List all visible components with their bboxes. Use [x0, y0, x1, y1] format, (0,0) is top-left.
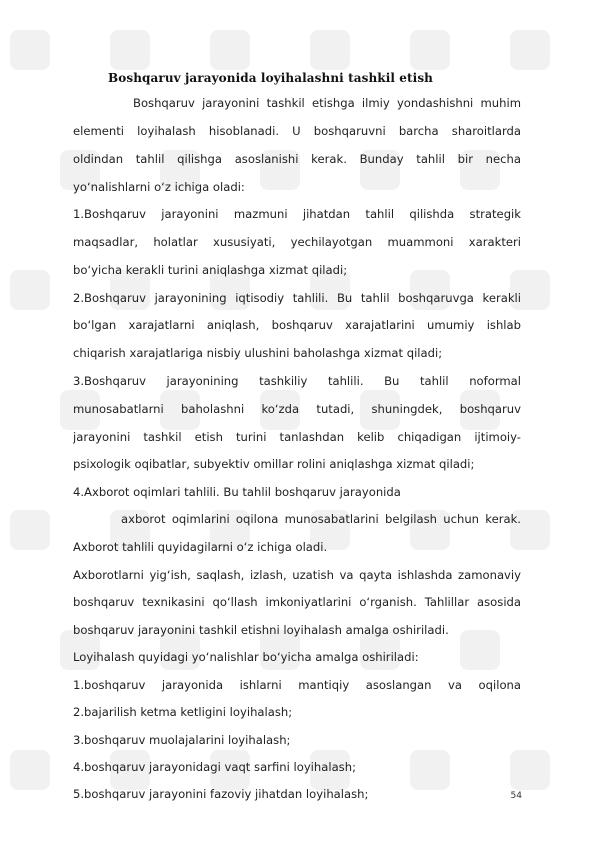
- list-item: 5.boshqaruv jarayonini fazoviy jihatdan loyihalash;: [73, 787, 369, 801]
- paragraph-line: bo‘yicha kerakli turini aniqlashga xizmat qiladi;: [73, 263, 348, 277]
- paragraph-line: Loyihalash quyidagi yo‘nalishlar bo‘yicha amalga oshiriladi:: [73, 650, 419, 664]
- paragraph-line: jarayonini tashkil etish turini tanlashdan kelib chiqadigan ijtimoiy-: [73, 430, 521, 444]
- paragraph-line: Axborotlarni yig‘ish, saqlash, izlash, uzatish va qayta ishlashda zamonaviy: [73, 568, 521, 582]
- paragraph-line: psixologik oqibatlar, subyektiv omillar rolini aniqlashga xizmat qiladi;: [73, 457, 475, 471]
- paragraph-line: 2.Boshqaruv jarayonining iqtisodiy tahlili. Bu tahlil boshqaruvga kerakli: [73, 291, 521, 305]
- paragraph-line: chiqarish xarajatlariga nisbiy ulushini baholashga xizmat qiladi;: [73, 346, 443, 360]
- page-number: 54: [510, 791, 522, 801]
- list-item: 3.boshqaruv muolajalarini loyihalash;: [73, 733, 291, 747]
- paragraph-line: elementi loyihalash hisoblanadi. U boshqaruvni barcha sharoitlarda: [73, 124, 521, 138]
- list-item: 4.boshqaruv jarayonidagi vaqt sarfini loyihalash;: [73, 760, 356, 774]
- list-item: 2.bajarilish ketma ketligini loyihalash;: [73, 705, 293, 719]
- paragraph-line: boshqaruv jarayonini tashkil etishni loyihalash amalga oshiriladi.: [73, 623, 449, 637]
- paragraph-line: munosabatlarni baholashni ko‘zda tutadi, shuningdek, boshqaruv: [73, 402, 521, 416]
- paragraph-line: Axborot tahlili quyidagilarni o‘z ichiga oladi.: [73, 540, 328, 554]
- paragraph-line: axborot oqimlarini oqilona munosabatlarini belgilash uchun kerak.: [121, 512, 521, 526]
- paragraph-line: yo‘nalishlarni o‘z ichiga oladi:: [73, 180, 245, 194]
- section-title: Boshqaruv jarayonida loyihalashni tashkil etish: [108, 71, 434, 85]
- paragraph-line: 4.Axborot oqimlari tahlili. Bu tahlil boshqaruv jarayonida: [73, 485, 401, 499]
- paragraph-line: maqsadlar, holatlar xususiyati, yechilayotgan muammoni xarakteri: [73, 235, 521, 249]
- paragraph-line: Boshqaruv jarayonini tashkil etishga ilmiy yondashishni muhim: [133, 96, 521, 110]
- paragraph-line: 3.Boshqaruv jarayonining tashkiliy tahlili. Bu tahlil noformal: [73, 374, 521, 388]
- paragraph-line: bo‘lgan xarajatlarni aniqlash, boshqaruv xarajatlarini umumiy ishlab: [73, 318, 521, 332]
- list-item: 1.boshqaruv jarayonida ishlarni mantiqiy asoslangan va oqilona: [73, 678, 521, 692]
- paragraph-line: oldindan tahlil qilishga asoslanishi kerak. Bunday tahlil bir necha: [73, 152, 521, 166]
- paragraph-line: boshqaruv texnikasini qo‘llash imkoniyatlarini o‘rganish. Tahlillar asosida: [73, 595, 521, 609]
- paragraph-line: 1.Boshqaruv jarayonini mazmuni jihatdan tahlil qilishda strategik: [73, 207, 521, 221]
